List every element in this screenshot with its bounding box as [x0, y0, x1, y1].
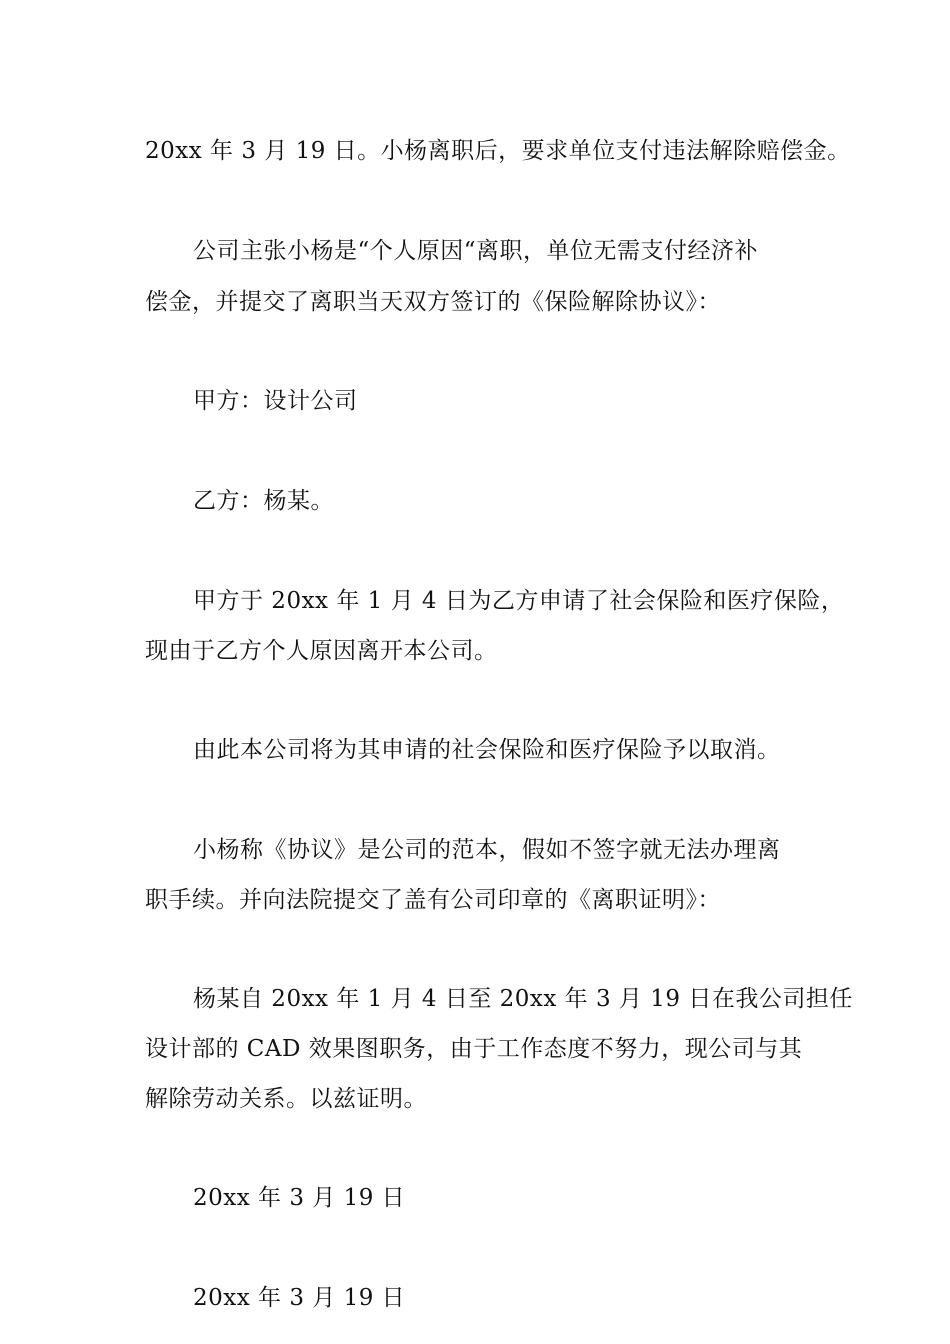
paragraph-line: 公司主张小杨是“个人原因“离职，单位无需支付经济补: [193, 238, 759, 264]
date-line: 20xx 年 3 月 19 日: [193, 1285, 406, 1311]
paragraph-line: 职手续。并向法院提交了盖有公司印章的《离职证明》：: [145, 887, 721, 913]
paragraph-line: 现由于乙方个人原因离开本公司。: [145, 638, 498, 664]
paragraph-line: 甲方于 20xx 年 1 月 4 日为乙方申请了社会保险和医疗保险，: [193, 588, 845, 614]
paragraph-line: 偿金，并提交了离职当天双方签订的《保险解除协议》：: [145, 289, 721, 315]
paragraph-line: 设计部的 CAD 效果图职务，由于工作态度不努力，现公司与其: [145, 1036, 803, 1062]
paragraph-line: 20xx 年 3 月 19 日。小杨离职后，要求单位支付违法解除赔偿金。: [145, 138, 851, 164]
paragraph-line: 由此本公司将为其申请的社会保险和医疗保险予以取消。: [193, 737, 781, 763]
date-line: 20xx 年 3 月 19 日: [193, 1185, 406, 1211]
paragraph-line: 解除劳动关系。以兹证明。: [145, 1086, 427, 1112]
paragraph-line: 乙方：杨某。: [193, 488, 334, 514]
paragraph-line: 甲方：设计公司: [193, 388, 358, 414]
paragraph-line: 杨某自 20xx 年 1 月 4 日至 20xx 年 3 月 19 日在我公司担任: [193, 986, 853, 1012]
paragraph-line: 小杨称《协议》是公司的范本，假如不签字就无法办理离: [193, 837, 781, 863]
